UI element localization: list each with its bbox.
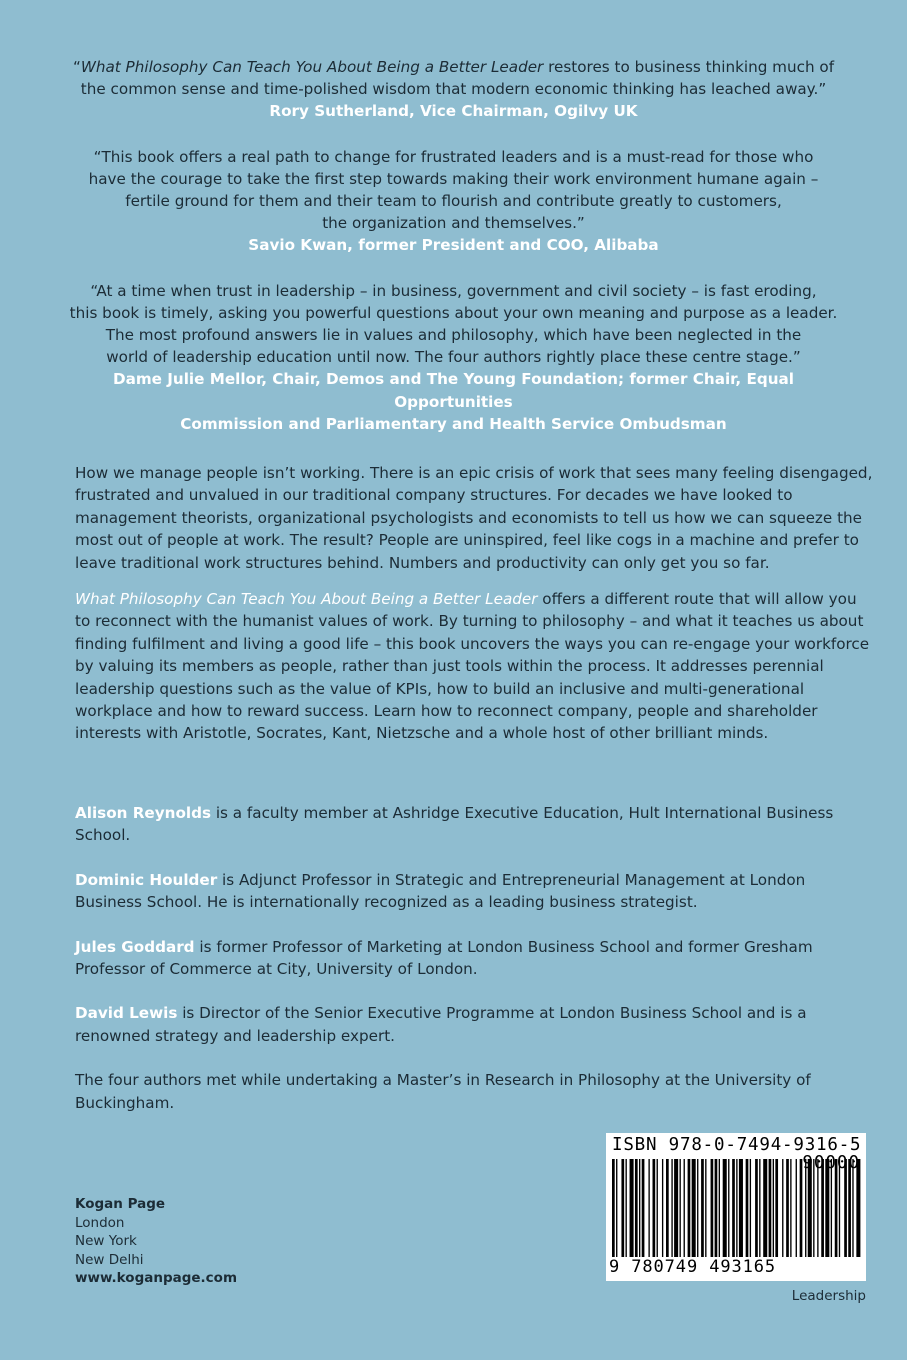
barcode-bar [775, 1159, 778, 1257]
barcode-bar [728, 1159, 729, 1257]
barcode-bar [630, 1159, 634, 1257]
ean-digits: 9 780749 493165 [609, 1257, 777, 1277]
barcode-bar [821, 1159, 824, 1257]
barcode-bar [769, 1159, 772, 1257]
barcode-bar [856, 1159, 860, 1257]
quote-attribution: Rory Sutherland, Vice Chairman, Ogilvy UK [269, 102, 638, 121]
barcode-bar [719, 1159, 720, 1257]
description-book-title: What Philosophy Can Teach You About Being a Better Leader [75, 590, 538, 609]
barcode-bar [639, 1159, 640, 1257]
category-label: Leadership [791, 1288, 866, 1304]
barcode-bar [684, 1159, 685, 1257]
barcode-bar [715, 1159, 718, 1257]
publisher-city: London [75, 1214, 125, 1231]
quote-book-title: What Philosophy Can Teach You About Being a Better Leader [80, 58, 544, 76]
barcode-bar [796, 1159, 797, 1257]
author-name: Jules Goddard [75, 937, 195, 956]
barcode-bar [616, 1159, 617, 1257]
publisher-url[interactable]: www.koganpage.com [75, 1270, 238, 1286]
barcode-bar [653, 1159, 656, 1257]
barcode-bar [739, 1159, 743, 1257]
barcode-bar [612, 1159, 615, 1257]
barcode-bar [825, 1159, 829, 1257]
barcode-bar [835, 1159, 838, 1257]
authors-note: The four authors met while undertaking a Master’s in Research in Philosophy at the University of Buckingham. [75, 1071, 811, 1112]
barcode-bar [666, 1159, 669, 1257]
barcode-bar [786, 1159, 789, 1257]
barcode-bar [831, 1159, 832, 1257]
quote-line: this book is timely, asking you powerful questions about your own meaning and purpose as a leader. [69, 303, 838, 322]
barcode-bar [697, 1159, 698, 1257]
barcode-bar [723, 1159, 727, 1257]
endorsements [60, 56, 847, 458]
description-paragraph: How we manage people isn’t working. There is an epic crisis of work that sees many feeling disengaged, frustrated and unvalued in our traditional company structures. For decades we have looked to management theorists, organizational psychologists and economists to tell us how we can squeeze the most out of people at work. The result? People are uninspired, feel like cogs in a machine and prefer to leave traditional work structures behind. Numbers and productivity can only get you so far. [75, 464, 873, 572]
barcode-bar [688, 1159, 691, 1257]
author-name: Dominic Houlder [75, 870, 218, 889]
barcode-bar [755, 1159, 758, 1257]
barcode-bar [680, 1159, 681, 1257]
author-bio [75, 936, 835, 981]
publisher-city: New York [75, 1233, 137, 1249]
author-bio-text: is a faculty member at Ashridge Executive Education, Hult International Business School. [75, 804, 834, 845]
barcode-bar [808, 1159, 812, 1257]
barcode-bar [621, 1159, 624, 1257]
barcode-bar [817, 1159, 818, 1257]
barcode-bar [736, 1159, 737, 1257]
description-paragraph [75, 588, 875, 745]
barcode-bar [805, 1159, 806, 1257]
quote-open: “ [72, 58, 81, 76]
author-bio-text: is Adjunct Professor in Strategic and Entrepreneurial Management at London Business School. He is internationally recognized as a leading business strategist. [75, 870, 806, 912]
isbn-text: ISBN 978-0-7494-9316-5 [612, 1135, 862, 1155]
endorsement-1 [60, 56, 847, 123]
barcode-bar [642, 1159, 645, 1257]
quote-line: “At a time when trust in leadership – in business, government and civil society – is fast eroding, [90, 281, 817, 300]
barcode-bar [844, 1159, 847, 1257]
description-text: offers a different route that will allow you to reconnect with the humanist values of work. By turning to philosophy – and what it teaches us about finding fulfilment and living a good life – this book uncovers the ways you can re-engage your workforce by valuing its members as people, rather than just tools within the process. It addresses perennial leadership questions such as the value of KPIs, how to build an inclusive and multi-generational workplace and how to reward success. Learn how to reconnect company, people and shareholder interests with Aristotle, Socrates, Kant, Nietzsche and a whole host of other brilliant minds. [75, 590, 870, 743]
barcode-bar [635, 1159, 638, 1257]
barcode-bar [674, 1159, 678, 1257]
isbn-barcode [606, 1133, 866, 1281]
quote-line: the organization and themselves.” [322, 214, 585, 233]
barcode-bar [657, 1159, 658, 1257]
barcode-bar [848, 1159, 851, 1257]
book-description [75, 462, 875, 759]
barcode-bar [852, 1159, 853, 1257]
author-bio-text: is former Professor of Marketing at London Business School and former Gresham Professor of Commerce at City, University of London. [75, 937, 813, 979]
barcode-bar [800, 1159, 803, 1257]
quote-text: restores to business thinking much of the common sense and time-polished wisdom that modern economic thinking has leached away.” [80, 58, 835, 99]
barcode-bar [763, 1159, 767, 1257]
quote-attribution: Dame Julie Mellor, Chair, Demos and The Young Foundation; former Chair, Equal Opportunities [112, 370, 794, 411]
quote-attribution: Savio Kwan, former President and COO, Alibaba [248, 236, 659, 255]
author-name: David Lewis [75, 1004, 178, 1023]
author-bio [75, 1002, 835, 1047]
publisher-info [75, 1195, 237, 1288]
price-code: 90000 [802, 1153, 860, 1173]
author-bio [75, 869, 835, 914]
quote-line: have the courage to take the first step towards making their work environment humane again – [88, 169, 819, 188]
publisher-city: New Delhi [75, 1251, 144, 1268]
quote-line: world of leadership education until now. The four authors rightly place these centre stage.” [106, 348, 801, 367]
barcode-bar [759, 1159, 760, 1257]
quote-line: fertile ground for them and their team to flourish and contribute greatly to customers, [125, 192, 782, 211]
quote-line: The most profound answers lie in values and philosophy, which have been neglected in the [105, 326, 802, 345]
barcode-bar [648, 1159, 649, 1257]
barcode-bar [671, 1159, 672, 1257]
publisher-name: Kogan Page [75, 1196, 166, 1212]
author-bios [75, 802, 835, 1136]
barcode-bar [750, 1159, 751, 1257]
barcode-bar [711, 1159, 714, 1257]
endorsement-3 [60, 280, 847, 435]
quote-line: “This book offers a real path to change for frustrated leaders and is a must-read for those who [93, 147, 814, 166]
author-name: Alison Reynolds [75, 804, 211, 822]
barcode-bar [662, 1159, 663, 1257]
barcode-bar [813, 1159, 814, 1257]
barcode-bar [746, 1159, 749, 1257]
endorsement-2 [60, 146, 847, 257]
quote-attribution: Commission and Parliamentary and Health Service Ombudsman [180, 414, 727, 433]
barcode-bar [692, 1159, 696, 1257]
author-bio-text: is Director of the Senior Executive Programme at London Business School and is a renowned strategy and leadership expert. [75, 1004, 807, 1045]
barcode-bar [782, 1159, 783, 1257]
barcode-bar [790, 1159, 791, 1257]
barcode-bar [732, 1159, 735, 1257]
barcode-bar [773, 1159, 774, 1257]
barcode-bar [701, 1159, 704, 1257]
barcode-bar [839, 1159, 840, 1257]
barcode-bar [626, 1159, 627, 1257]
author-bio [75, 802, 835, 847]
barcode-bar [705, 1159, 706, 1257]
